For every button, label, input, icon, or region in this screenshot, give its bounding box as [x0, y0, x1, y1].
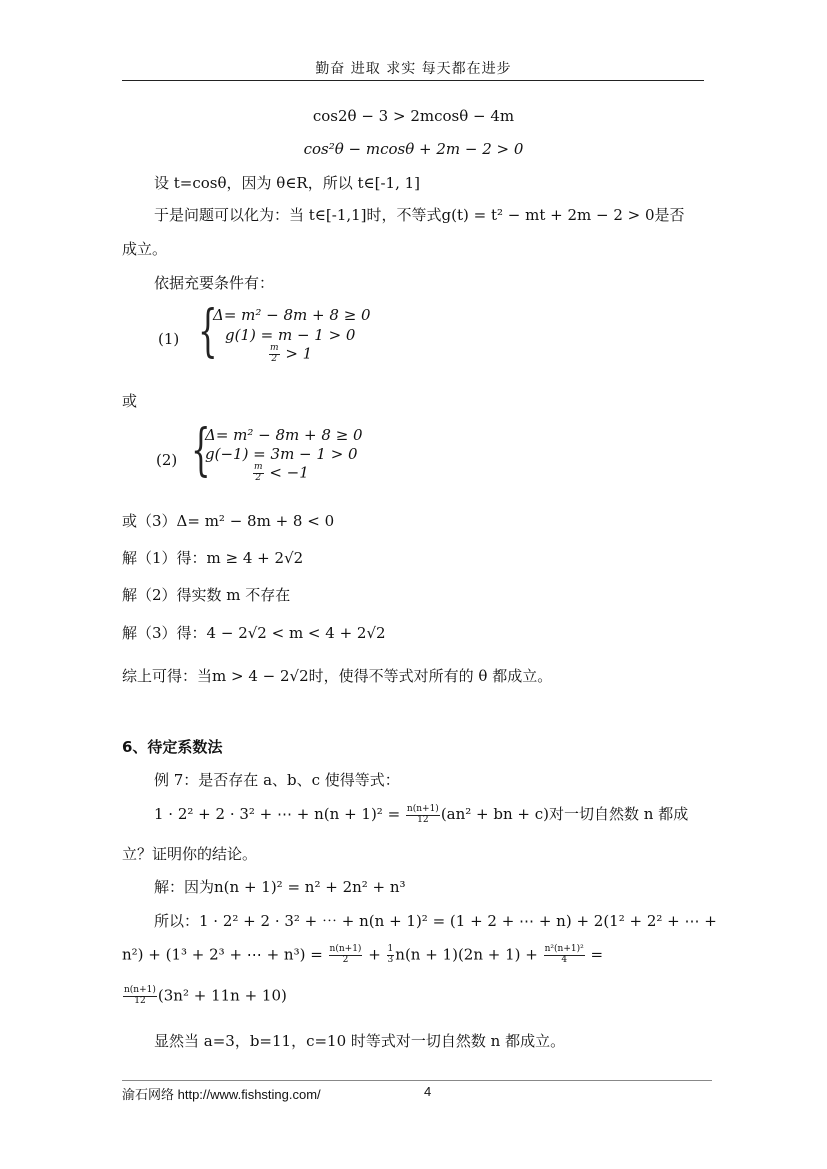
solution-c — [122, 945, 603, 966]
solution-2: 解（2）得实数 m 不存在 — [122, 586, 291, 604]
example-equation — [154, 803, 688, 825]
case-1-cond-b: g(1) = m − 1 > 0 — [225, 326, 356, 344]
or-text-3: 或（3）Δ= m² − 8m + 8 < 0 — [122, 512, 335, 530]
section-title: 6、待定系数法 — [122, 738, 223, 756]
case-2-frac-num: m — [254, 462, 263, 472]
case-1-brace: { — [198, 299, 218, 364]
solution-3: 解（3）得：4 − 2√2 < m < 4 + 2√2 — [122, 624, 386, 642]
case-2-cond-c-rest: < −1 — [264, 463, 309, 482]
page-header: 勤奋 进取 求实 每天都在进步 — [315, 61, 512, 77]
equation-line-2: cos²θ − mcosθ + 2m − 2 > 0 — [303, 140, 524, 158]
case-1-label: (1) — [158, 330, 180, 348]
sol-c-frac2-den: 3 — [387, 954, 394, 965]
sol-d-frac-den: 12 — [134, 995, 146, 1006]
eq-right: (an² + bn + c)对一切自然数 n 都成 — [440, 805, 689, 823]
sol-c-frac2-num: 1 — [387, 944, 394, 954]
solution-a: 解：因为n(n + 1)² = n² + 2n² + n³ — [154, 878, 406, 896]
equation-line-1: cos2θ − 3 > 2mcosθ − 4m — [312, 107, 515, 125]
eq-left: 1 · 2² + 2 · 3² + ⋯ + n(n + 1)² = — [154, 805, 405, 823]
sol-c-part3: = — [585, 945, 604, 964]
case-1-frac-num: m — [270, 343, 279, 353]
text-line-5: 成立。 — [122, 240, 168, 258]
case-1-cond-c — [268, 344, 312, 365]
conclusion: 综上可得：当m > 4 − 2√2时，使得不等式对所有的 θ 都成立。 — [122, 667, 553, 685]
case-1-cond-c-rest: > 1 — [280, 344, 313, 363]
sol-c-frac1-den: 2 — [342, 954, 349, 965]
case-2-cond-b: g(−1) = 3m − 1 > 0 — [205, 445, 358, 463]
sol-c-part1: n²) + (1³ + 2³ + ⋯ + n³) = — [122, 945, 328, 964]
footer-site: 渝石网络 http://www.fishsting.com/ — [122, 1087, 321, 1102]
or-text-1: 或 — [122, 392, 138, 410]
example-7: 例 7：是否存在 a、b、c 使得等式： — [154, 771, 400, 789]
sol-d-frac-num: n(n+1) — [124, 985, 156, 995]
text-line-4: 于是问题可以化为：当 t∈[-1,1]时，不等式g(t) = t² − mt + 2m − 2 > 0是否 — [154, 206, 685, 224]
case-1-frac-den: 2 — [271, 353, 278, 364]
sol-c-frac3-num: n²(n+1)² — [544, 944, 584, 954]
final-statement: 显然当 a=3，b=11，c=10 时等式对一切自然数 n 都成立。 — [154, 1032, 566, 1050]
sol-c-plus: + — [363, 945, 386, 964]
case-2-brace: { — [191, 418, 211, 483]
case-2-frac-den: 2 — [255, 472, 262, 483]
case-1-cond-a: Δ= m² − 8m + 8 ≥ 0 — [213, 306, 371, 324]
footer-rule — [122, 1080, 712, 1081]
solution-1: 解（1）得：m ≥ 4 + 2√2 — [122, 549, 304, 567]
case-2-cond-a: Δ= m² − 8m + 8 ≥ 0 — [205, 426, 363, 444]
text-line-6: 依据充要条件有： — [154, 274, 275, 292]
case-2-cond-c — [252, 463, 309, 484]
sol-c-frac1-num: n(n+1) — [329, 944, 362, 954]
header-rule — [122, 80, 704, 81]
solution-b: 所以：1 · 2² + 2 · 3² + ⋯ + n(n + 1)² = (1 + 2 + ⋯ + n) + 2(1² + 2² + ⋯ + — [154, 912, 717, 930]
text-line-3: 设 t=cosθ，因为 θ∈R，所以 t∈[-1, 1] — [154, 174, 421, 192]
eq-frac-num: n(n+1) — [406, 803, 439, 814]
example-equation-cont: 立？证明你的结论。 — [122, 845, 258, 863]
sol-d-rest: (3n² + 11n + 10) — [157, 986, 287, 1005]
solution-d — [122, 986, 287, 1007]
sol-c-frac3-den: 4 — [561, 954, 568, 965]
sol-c-part2: n(n + 1)(2n + 1) + — [395, 945, 543, 964]
case-2-label: (2) — [156, 451, 178, 469]
eq-frac-den: 12 — [417, 814, 429, 825]
page-number: 4 — [424, 1084, 432, 1099]
